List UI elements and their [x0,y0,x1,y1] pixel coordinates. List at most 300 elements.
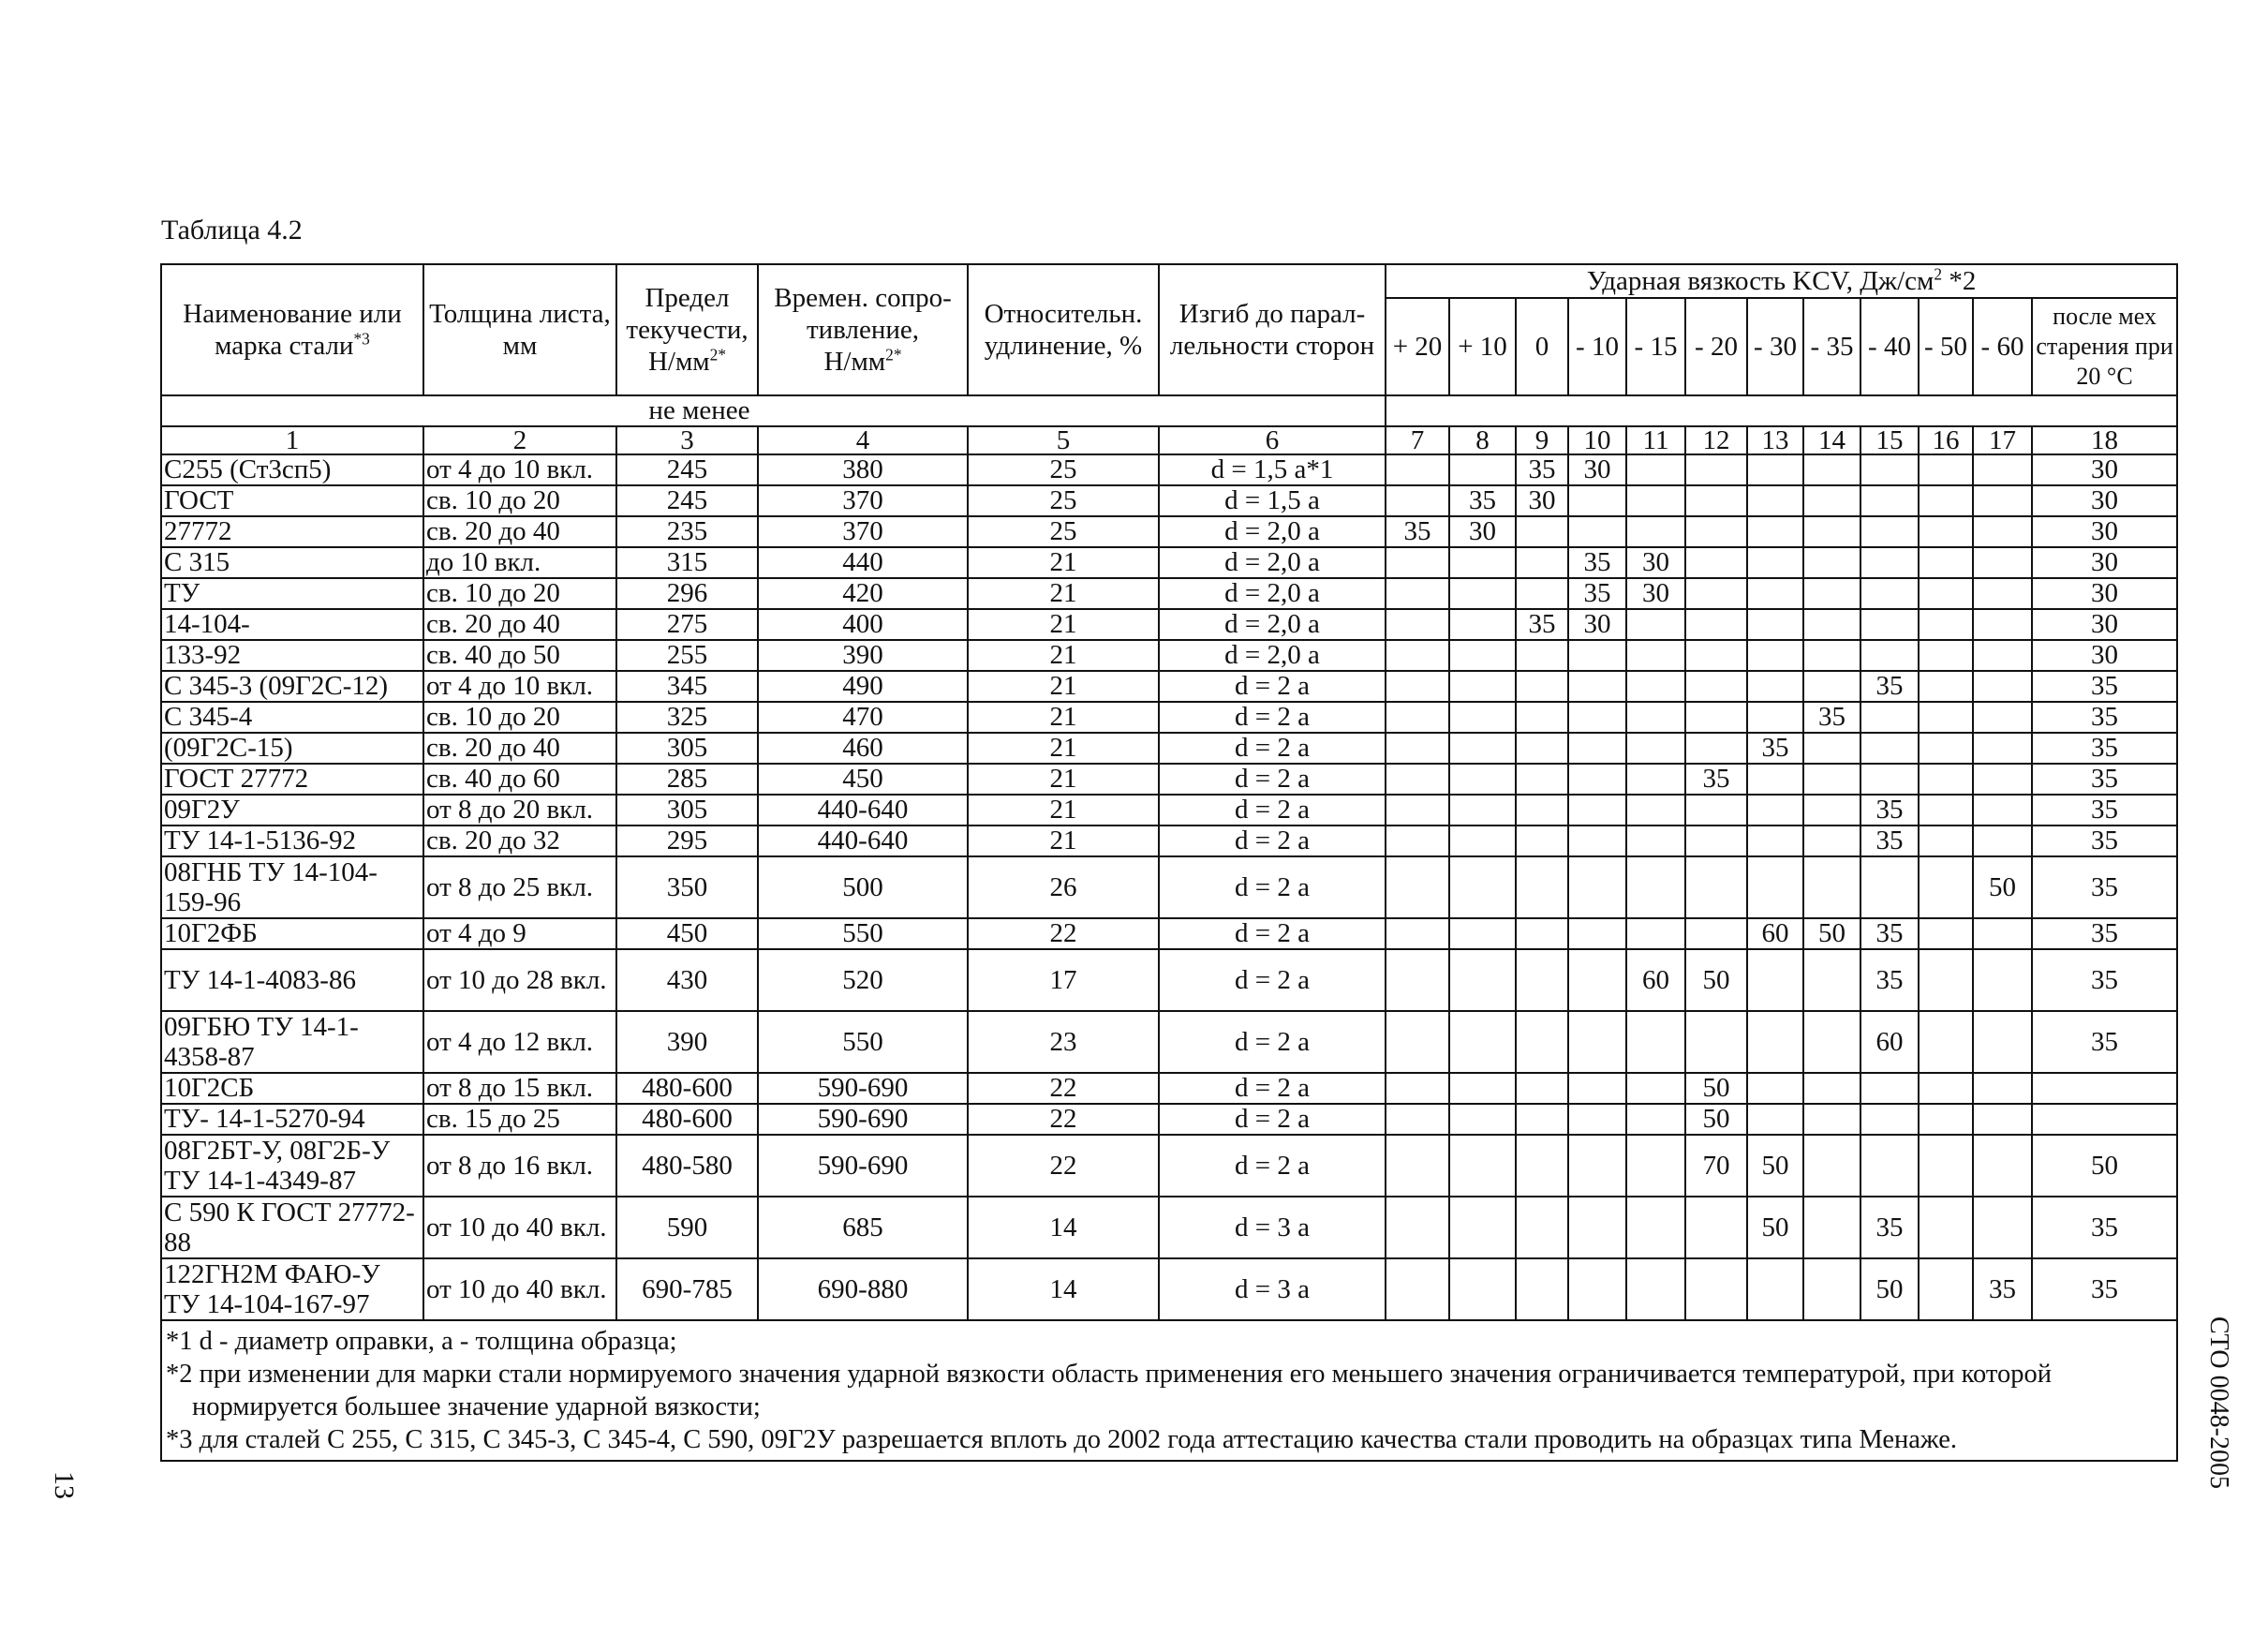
column-number: 13 [1747,426,1803,454]
table-cell: 315 [616,547,758,578]
table-cell: 60 [1747,918,1803,949]
table-cell: 380 [758,454,968,485]
table-cell [1516,1135,1568,1197]
header-not-less: не менее [161,395,1386,426]
table-cell [1747,702,1803,733]
table-cell [1747,516,1803,547]
table-cell: 35 [2032,856,2177,918]
table-cell: d = 2 a [1159,856,1386,918]
header-temp-3: - 10 [1568,298,1626,395]
table-cell: 35 [1386,516,1449,547]
table-cell: 590 [616,1197,758,1258]
table-cell: 50 [1685,1073,1747,1104]
table-cell [1626,1135,1685,1197]
table-cell [1747,764,1803,795]
table-cell: С 345-3 (09Г2С-12) [161,671,423,702]
table-cell: 35 [1860,918,1919,949]
table-cell: d = 2 a [1159,949,1386,1011]
table-cell: d = 2 a [1159,702,1386,733]
table-cell [1747,547,1803,578]
document-code: СТО 0048-2005 [2204,1316,2233,1489]
table-cell [1386,702,1449,733]
table-cell [1803,1073,1860,1104]
table-cell [1803,1197,1860,1258]
table-cell: 450 [758,764,968,795]
table-cell [1803,764,1860,795]
table-cell: 460 [758,733,968,764]
table-cell [1860,702,1919,733]
table-cell: 35 [1860,1197,1919,1258]
table-cell [1449,826,1516,856]
table-cell: 390 [616,1011,758,1073]
table-cell [1449,671,1516,702]
table-cell: 30 [1568,609,1626,640]
table-cell [1386,671,1449,702]
table-cell: d = 2 a [1159,918,1386,949]
table-cell [1626,1104,1685,1135]
column-number: 9 [1516,426,1568,454]
table-cell: 21 [968,764,1159,795]
column-number: 10 [1568,426,1626,454]
table-cell [1860,609,1919,640]
table-cell [1386,640,1449,671]
table-cell [1568,826,1626,856]
table-cell [1860,640,1919,671]
table-cell: 390 [758,640,968,671]
table-cell [1626,485,1685,516]
table-cell: 17 [968,949,1159,1011]
table-cell: 590-690 [758,1104,968,1135]
table-cell: 550 [758,918,968,949]
table-cell [1803,547,1860,578]
table-cell: d = 2 a [1159,1135,1386,1197]
table-cell: 30 [1568,454,1626,485]
table-cell: 35 [2032,949,2177,1011]
table-cell [1860,485,1919,516]
table-cell [1386,826,1449,856]
table-cell [1919,1197,1973,1258]
table-cell [1568,918,1626,949]
table-cell: 30 [1449,516,1516,547]
table-row [161,764,2177,795]
table-cell [1386,1073,1449,1104]
table-cell [1803,640,1860,671]
table-cell [1449,1135,1516,1197]
table-cell: от 4 до 10 вкл. [423,671,616,702]
table-cell: 440 [758,547,968,578]
table-row [161,547,2177,578]
table-cell [1685,856,1747,918]
table-cell [1449,454,1516,485]
column-number: 11 [1626,426,1685,454]
table-cell [1386,1011,1449,1073]
table-cell [1386,918,1449,949]
table-cell: 30 [2032,640,2177,671]
table-cell: 50 [1685,1104,1747,1135]
table-cell: 35 [1860,795,1919,826]
table-cell: 70 [1685,1135,1747,1197]
table-cell: 26 [968,856,1159,918]
column-number: 12 [1685,426,1747,454]
table-cell [1685,1258,1747,1320]
table-cell: 35 [1568,547,1626,578]
table-cell: 21 [968,733,1159,764]
table-cell [1449,1258,1516,1320]
table-cell: от 8 до 25 вкл. [423,856,616,918]
table-cell [1919,1135,1973,1197]
table-cell [1860,764,1919,795]
table-cell [1803,671,1860,702]
table-cell [1747,826,1803,856]
table-cell: d = 2 a [1159,1104,1386,1135]
table-cell [1449,547,1516,578]
table-cell [1803,826,1860,856]
table-cell: 420 [758,578,968,609]
table-row [161,516,2177,547]
table-cell [1919,578,1973,609]
column-number: 3 [616,426,758,454]
table-cell [1685,640,1747,671]
table-cell [1803,578,1860,609]
table-cell: 325 [616,702,758,733]
table-cell: С 590 К ГОСТ 27772-88 [161,1197,423,1258]
footnotes [161,1320,2177,1461]
table-cell [1449,702,1516,733]
table-cell: ТУ [161,578,423,609]
header-steel-grade: Наименование или марка стали$^{*3}$ [161,264,423,395]
table-cell [1919,1104,1973,1135]
column-number: 2 [423,426,616,454]
table-cell: св. 40 до 60 [423,764,616,795]
table-cell [1449,640,1516,671]
table-cell [1919,547,1973,578]
table-cell [1626,640,1685,671]
table-cell [1386,795,1449,826]
table-cell [1449,1197,1516,1258]
table-cell: 22 [968,1135,1159,1197]
table-cell: С255 (Ст3сп5) [161,454,423,485]
table-cell: 255 [616,640,758,671]
table-row [161,578,2177,609]
column-number: 5 [968,426,1159,454]
table-cell [1747,454,1803,485]
table-cell: 590-690 [758,1073,968,1104]
column-number: 16 [1919,426,1973,454]
column-number: 18 [2032,426,2177,454]
steel-properties-table [160,263,2178,1462]
table-cell: d = 1,5 a [1159,485,1386,516]
table-cell: d = 2 a [1159,1073,1386,1104]
table-row [161,485,2177,516]
table-cell [1449,1104,1516,1135]
table-cell: от 10 до 40 вкл. [423,1258,616,1320]
table-cell [1860,578,1919,609]
table-cell [1919,918,1973,949]
table-cell: 440-640 [758,795,968,826]
table-cell [1516,1104,1568,1135]
table-cell [1973,826,2032,856]
table-cell [1860,454,1919,485]
header-temp-9: - 50 [1919,298,1973,395]
table-cell [1747,1104,1803,1135]
table-cell [1860,1073,1919,1104]
table-cell [1747,640,1803,671]
table-cell [1626,1258,1685,1320]
table-cell [1973,640,2032,671]
header-tensile-strength: Времен. сопро-тивление, $Н/мм^{2*}$ [758,264,968,395]
table-cell: 480-600 [616,1104,758,1135]
table-cell: 35 [1803,702,1860,733]
table-cell: 285 [616,764,758,795]
header-temp-6: - 30 [1747,298,1803,395]
table-cell [1973,578,2032,609]
table-cell [1626,733,1685,764]
table-cell: 35 [1860,949,1919,1011]
table-cell [1973,609,2032,640]
table-cell [1568,640,1626,671]
table-cell [1568,702,1626,733]
table-cell [1516,702,1568,733]
column-number: 4 [758,426,968,454]
table-cell: d = 2 a [1159,733,1386,764]
table-cell [1919,949,1973,1011]
table-cell: 35 [1685,764,1747,795]
table-caption: Таблица 4.2 [161,215,303,245]
table-cell: св. 10 до 20 [423,578,616,609]
table-cell [1803,1258,1860,1320]
table-cell [1626,1073,1685,1104]
table-cell: 35 [1860,671,1919,702]
table-row [161,795,2177,826]
table-cell [1449,733,1516,764]
table-cell: 275 [616,609,758,640]
table-cell: св. 20 до 40 [423,516,616,547]
table-cell: d = 2,0 a [1159,578,1386,609]
table-cell [1685,578,1747,609]
table-cell: (09Г2С-15) [161,733,423,764]
header-bend: Изгиб до парал-лельности сторон [1159,264,1386,395]
table-cell [1568,516,1626,547]
table-cell [1386,764,1449,795]
table-cell [1685,702,1747,733]
table-cell [1747,1258,1803,1320]
table-cell: d = 3 a [1159,1197,1386,1258]
table-cell [1568,733,1626,764]
table-cell: 133-92 [161,640,423,671]
table-cell [1626,1197,1685,1258]
table-cell: 490 [758,671,968,702]
table-cell [1568,1135,1626,1197]
table-cell [1386,1104,1449,1135]
table-cell: 35 [1449,485,1516,516]
table-cell: 35 [2032,671,2177,702]
table-cell: 22 [968,1073,1159,1104]
table-cell: 245 [616,485,758,516]
footnote-2: *2 при изменении для марки стали нормируемого значения ударной вязкости область применения его меньшего значения ограничивается температурой, при которой нормируется большее значение ударной вязкости; [166,1360,2052,1421]
table-cell [1626,702,1685,733]
table-cell: 440-640 [758,826,968,856]
table-cell: 30 [2032,578,2177,609]
header-temp-4: - 15 [1626,298,1685,395]
table-cell [1568,949,1626,1011]
table-cell: 35 [2032,702,2177,733]
table-cell [1449,1073,1516,1104]
table-cell: от 4 до 10 вкл. [423,454,616,485]
table-cell: 35 [2032,918,2177,949]
table-cell: d = 2 a [1159,764,1386,795]
table-cell [1626,671,1685,702]
table-cell: 50 [1747,1135,1803,1197]
table-cell [1568,1197,1626,1258]
table-cell [1516,733,1568,764]
table-cell [1973,702,2032,733]
table-cell: от 8 до 16 вкл. [423,1135,616,1197]
table-cell: 25 [968,485,1159,516]
table-cell [1803,949,1860,1011]
table-cell [1747,609,1803,640]
table-cell [1919,485,1973,516]
table-cell [1973,454,2032,485]
table-cell [1626,516,1685,547]
table-cell [1685,795,1747,826]
header-temp-10: - 60 [1973,298,2032,395]
table-cell [1685,547,1747,578]
table-cell: d = 2,0 a [1159,547,1386,578]
table-cell [1449,764,1516,795]
table-cell: d = 3 a [1159,1258,1386,1320]
table-cell: 550 [758,1011,968,1073]
table-cell: 400 [758,609,968,640]
table-cell [1626,764,1685,795]
table-cell [1386,1135,1449,1197]
table-cell: 50 [1803,918,1860,949]
column-number: 17 [1973,426,2032,454]
table-cell: 08ГНБ ТУ 14-104-159-96 [161,856,423,918]
table-cell: 245 [616,454,758,485]
table-cell [1568,1073,1626,1104]
table-cell [1568,1258,1626,1320]
table-cell [1568,485,1626,516]
header-elongation: Относительн. удлинение, % [968,264,1159,395]
table-cell: 22 [968,918,1159,949]
table-row [161,454,2177,485]
table-cell [1685,733,1747,764]
table-cell [1516,640,1568,671]
table-cell: 305 [616,733,758,764]
table-cell: ГОСТ [161,485,423,516]
table-cell: св. 10 до 20 [423,485,616,516]
table-cell: 10Г2ФБ [161,918,423,949]
table-cell: 30 [2032,609,2177,640]
table-cell: 08Г2БТ-У, 08Г2Б-У ТУ 14-1-4349-87 [161,1135,423,1197]
table-cell: 22 [968,1104,1159,1135]
table-cell [1860,733,1919,764]
table-cell [1919,733,1973,764]
table-cell [1516,1011,1568,1073]
table-cell: 50 [2032,1135,2177,1197]
table-cell [1386,856,1449,918]
table-cell: 450 [616,918,758,949]
table-cell [1860,1104,1919,1135]
table-cell [1747,949,1803,1011]
table-cell: 21 [968,671,1159,702]
table-cell: 35 [1516,454,1568,485]
table-cell [1685,516,1747,547]
table-cell [1973,795,2032,826]
table-cell [1449,918,1516,949]
table-cell: 30 [2032,485,2177,516]
table-cell: 14 [968,1197,1159,1258]
table-row [161,733,2177,764]
table-cell [1973,1104,2032,1135]
table-row [161,918,2177,949]
table-cell: d = 2 a [1159,1011,1386,1073]
table-cell [1919,516,1973,547]
table-cell [1973,547,2032,578]
table-cell [1973,671,2032,702]
table-cell: 480-600 [616,1073,758,1104]
table-cell: от 8 до 15 вкл. [423,1073,616,1104]
table-cell [1516,671,1568,702]
table-cell: 30 [1626,578,1685,609]
table-cell [1919,454,1973,485]
table-cell: 25 [968,454,1159,485]
table-cell [1449,1011,1516,1073]
table-row [161,671,2177,702]
table-cell [1747,578,1803,609]
table-cell [1449,795,1516,826]
table-cell [1386,949,1449,1011]
table-cell: от 4 до 9 [423,918,616,949]
table-cell: 35 [2032,1197,2177,1258]
table-cell [1386,733,1449,764]
table-cell: св. 15 до 25 [423,1104,616,1135]
table-cell [1386,454,1449,485]
table-cell [1747,1073,1803,1104]
table-cell [1516,516,1568,547]
table-cell [1568,1104,1626,1135]
table-cell [1973,1011,2032,1073]
table-cell: 50 [1747,1197,1803,1258]
table-cell [2032,1073,2177,1104]
table-cell: 35 [1860,826,1919,856]
table-cell: 430 [616,949,758,1011]
table-cell [1919,1073,1973,1104]
table-cell [1973,485,2032,516]
table-cell [1626,918,1685,949]
column-number: 6 [1159,426,1386,454]
table-cell: 590-690 [758,1135,968,1197]
table-cell: 350 [616,856,758,918]
table-cell: 30 [1516,485,1568,516]
table-cell [1626,454,1685,485]
column-number: 14 [1803,426,1860,454]
table-cell [1449,856,1516,918]
table-cell [1803,485,1860,516]
header-not-less-blank [1386,395,2177,426]
table-cell [1516,764,1568,795]
table-cell [1919,1258,1973,1320]
table-cell [1973,918,2032,949]
table-cell: св. 40 до 50 [423,640,616,671]
header-aging: после мех старения при 20 °С [2032,298,2177,395]
table-cell: 30 [2032,516,2177,547]
header-temp-8: - 40 [1860,298,1919,395]
table-cell [1860,1135,1919,1197]
table-cell: св. 10 до 20 [423,702,616,733]
table-cell [1685,918,1747,949]
table-cell [1803,1135,1860,1197]
